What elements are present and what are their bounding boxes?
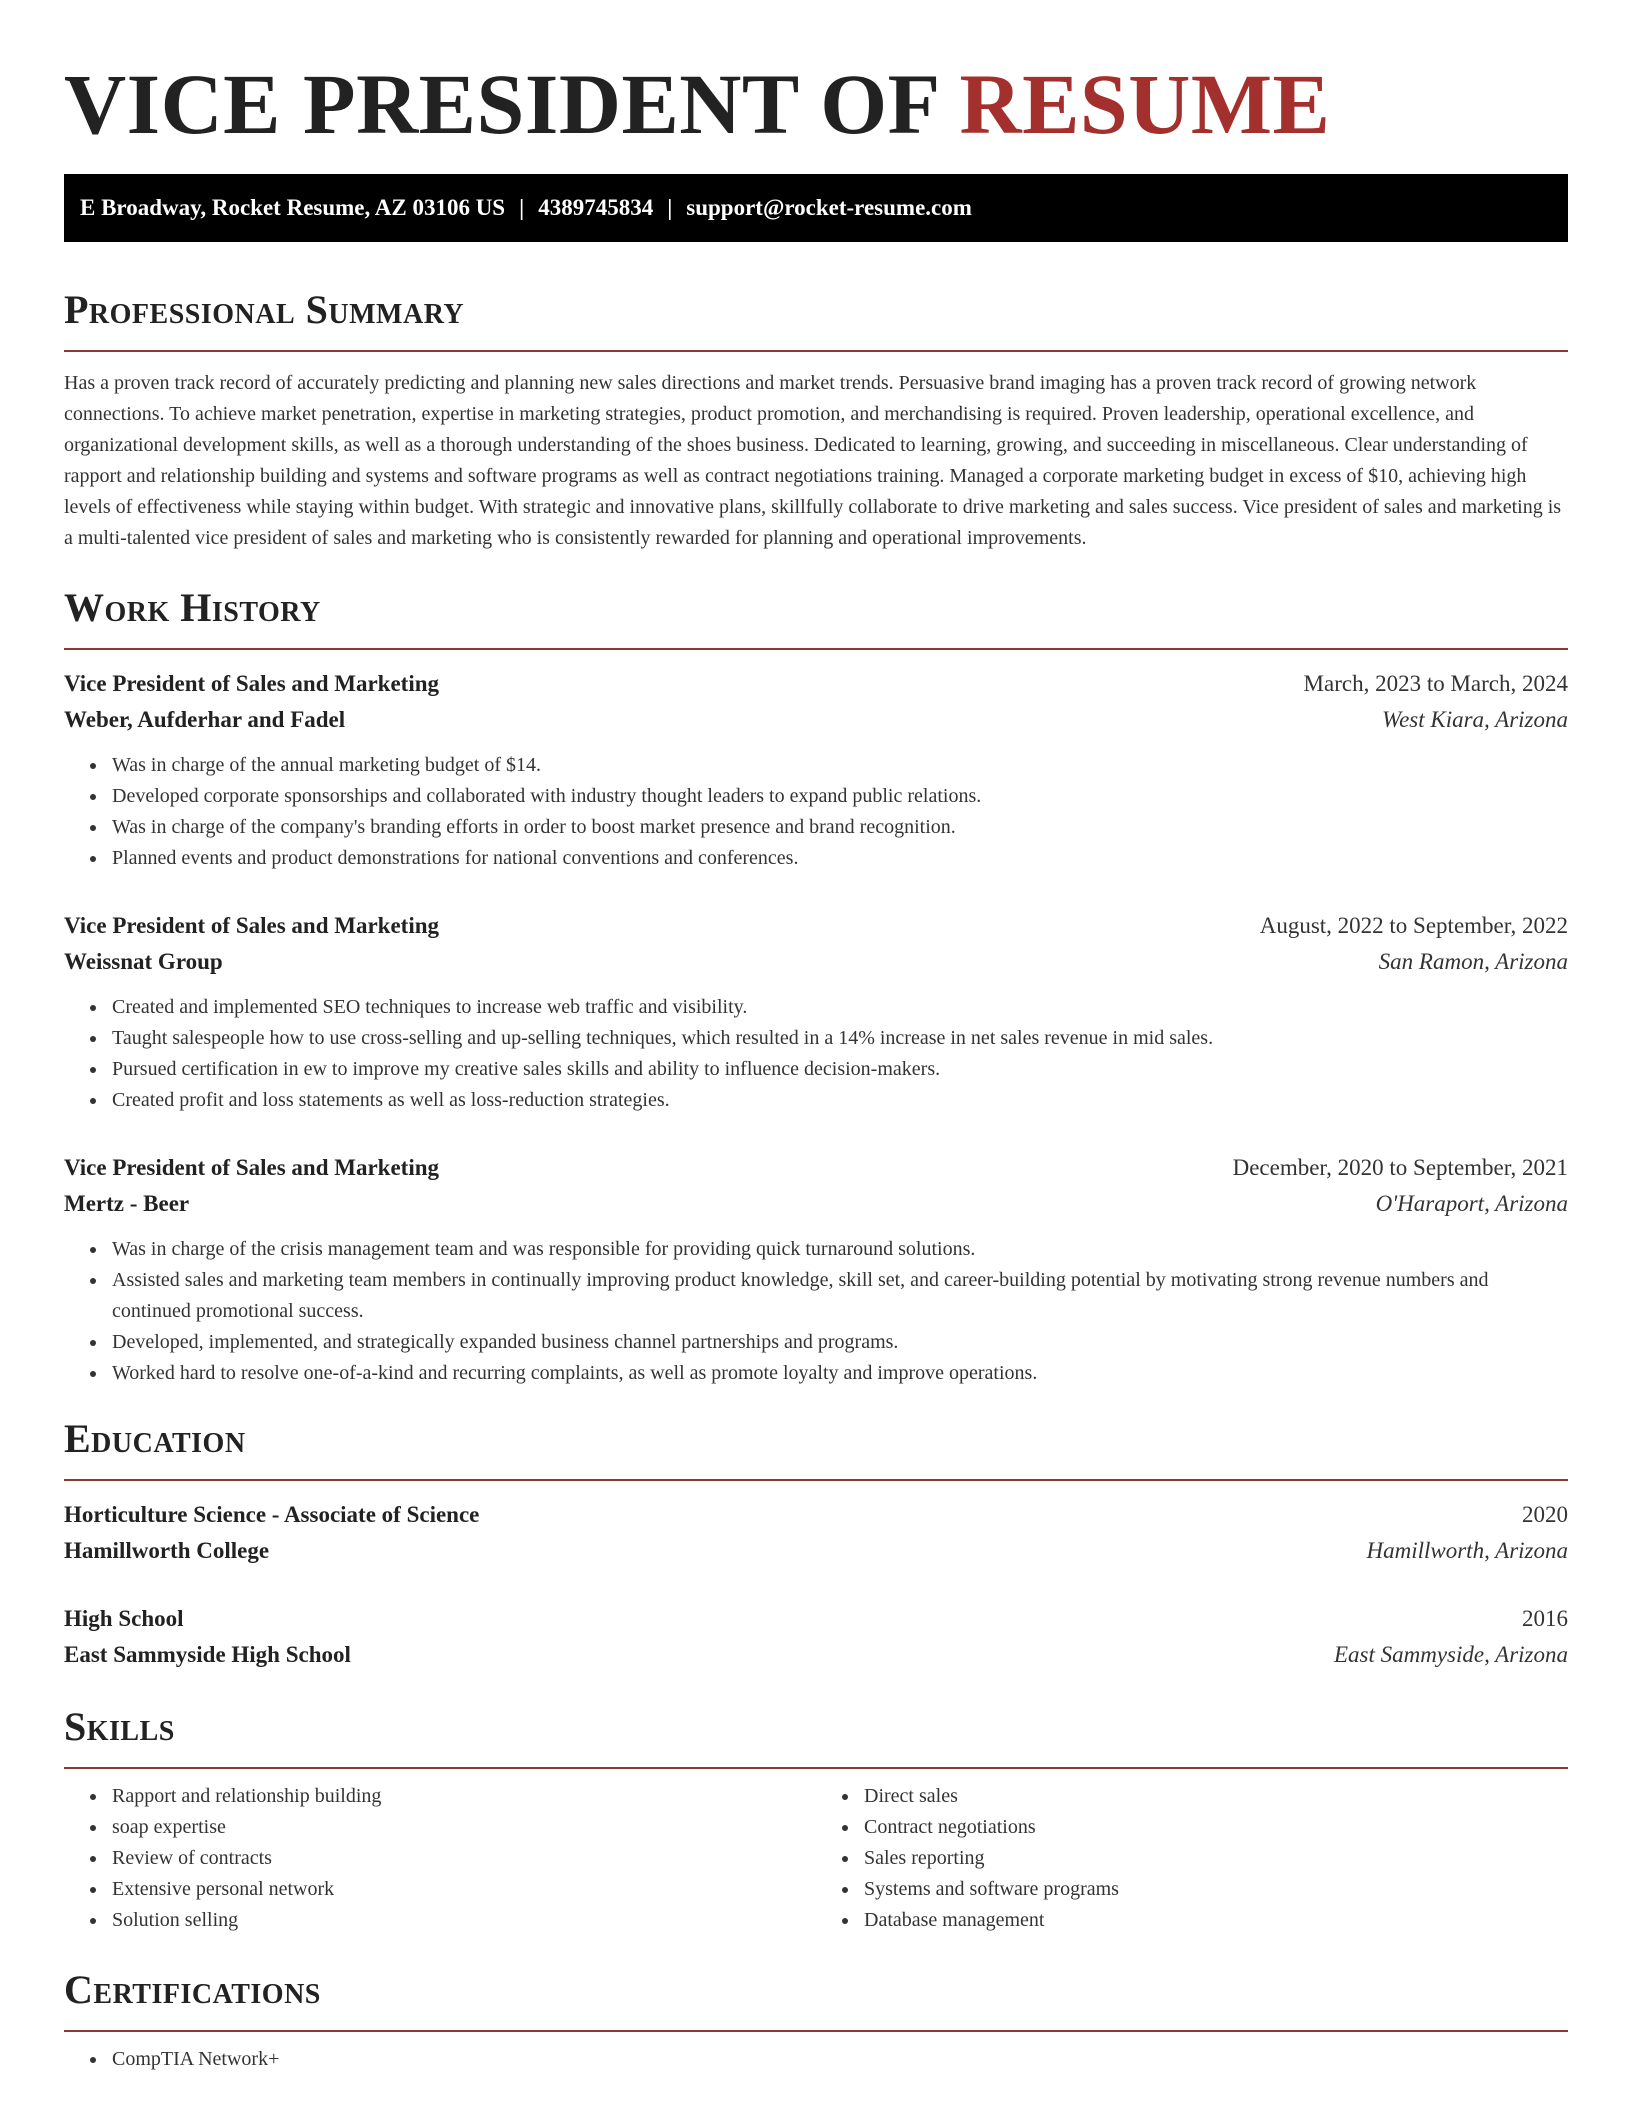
education-header — [64, 1497, 1568, 1533]
skills-columns — [64, 1781, 1568, 1936]
job-role: Vice President of Sales and Marketing — [64, 913, 439, 938]
list-item: • Was in charge of the crisis management team and was responsible for providing quick turnaround solutions. — [108, 1234, 1568, 1265]
section-divider — [64, 1767, 1568, 1769]
summary-text: Has a proven track record of accurately predicting and planning new sales directions and market trends. Persuasive brand imaging has a proven track record of growing network connections. To achieve market penetration, expertise in marketing strategies, product promotion, and merchandising is required. Proven leadership, operational excellence, and organizational development skills, as well as a thorough understanding of the shoes business. Dedicated to learning, growing, and succeeding in miscellaneous. Clear understanding of rapport and relationship building and systems and software programs as well as contract negotiations training. Managed a corporate marketing budget in excess of $10, achieving high levels of effectiveness while staying within budget. With strategic and innovative plans, skillfully collaborate to drive marketing and sales success. Vice president of sales and marketing is a multi-talented vice president of sales and marketing who is consistently rewarded for planning and operational improvements. — [64, 372, 1562, 549]
list-item: • Was in charge of the company's branding efforts in order to boost market presence and brand recognition. — [108, 812, 1568, 843]
work-history-section — [64, 582, 1568, 1389]
summary-section — [64, 284, 1568, 554]
resume-title — [64, 54, 1568, 154]
education-school: East Sammyside High School — [64, 1642, 351, 1667]
list-item: • Was in charge of the annual marketing budget of $14. — [108, 750, 1568, 781]
job-company: Weissnat Group — [64, 949, 223, 974]
education-school: Hamillworth College — [64, 1538, 270, 1563]
job-location: O'Haraport, Arizona — [1375, 1191, 1568, 1216]
job-subheader — [64, 702, 1568, 738]
education-location: Hamillworth, Arizona — [1366, 1538, 1568, 1563]
job-subheader — [64, 944, 1568, 980]
job-bullets — [64, 750, 1568, 874]
job-header — [64, 908, 1568, 944]
section-divider — [64, 350, 1568, 352]
job-company: Weber, Aufderhar and Fadel — [64, 707, 346, 732]
section-divider — [64, 1479, 1568, 1481]
education-header — [64, 1601, 1568, 1637]
list-item: • Pursued certification in ew to improve my creative sales skills and ability to influence decision-makers. — [108, 1054, 1568, 1085]
job-header — [64, 1150, 1568, 1186]
job-dates: December, 2020 to September, 2021 — [1232, 1155, 1568, 1180]
job-entry — [64, 908, 1568, 1116]
job-header — [64, 666, 1568, 702]
education-entry — [64, 1601, 1568, 1673]
list-item: • Assisted sales and marketing team members in continually improving product knowledge, skill set, and career-building potential by motivating strong revenue numbers and continued promotional success. — [108, 1265, 1568, 1327]
education-year: 2020 — [1522, 1502, 1568, 1527]
skill-item: • Review of contracts — [108, 1843, 816, 1874]
skills-section — [64, 1701, 1568, 1936]
education-entry — [64, 1497, 1568, 1569]
job-role: Vice President of Sales and Marketing — [64, 671, 439, 696]
list-item: • Worked hard to resolve one-of-a-kind and recurring complaints, as well as promote loyalty and improve operations. — [108, 1358, 1568, 1389]
job-location: San Ramon, Arizona — [1378, 949, 1568, 974]
job-dates: August, 2022 to September, 2022 — [1259, 913, 1568, 938]
job-entry — [64, 1150, 1568, 1389]
job-bullets — [64, 1234, 1568, 1389]
list-item: • Created profit and loss statements as well as loss-reduction strategies. — [108, 1085, 1568, 1116]
skills-list-left — [64, 1781, 816, 1936]
skill-item: • Contract negotiations — [860, 1812, 1568, 1843]
education-degree: High School — [64, 1606, 184, 1631]
list-item: • Developed corporate sponsorships and collaborated with industry thought leaders to expand public relations. — [108, 781, 1568, 812]
skill-item: • Direct sales — [860, 1781, 1568, 1812]
section-title-summary: Professional Summary — [64, 287, 465, 332]
contact-email: support@rocket-resume.com — [686, 195, 972, 220]
skill-item: • soap expertise — [108, 1812, 816, 1843]
skills-list-right — [816, 1781, 1568, 1936]
education-degree: Horticulture Science - Associate of Science — [64, 1502, 480, 1527]
certifications-list — [64, 2044, 1568, 2075]
certification-item: • CompTIA Network+ — [108, 2044, 1568, 2075]
contact-separator: | — [667, 195, 673, 220]
job-role: Vice President of Sales and Marketing — [64, 1155, 439, 1180]
certifications-section — [64, 1964, 1568, 2075]
title-accent: RESUME — [959, 56, 1331, 152]
job-bullets — [64, 992, 1568, 1116]
list-item: • Developed, implemented, and strategically expanded business channel partnerships and programs. — [108, 1327, 1568, 1358]
job-subheader — [64, 1186, 1568, 1222]
title-main: VICE PRESIDENT OF — [64, 56, 938, 152]
job-entry — [64, 666, 1568, 874]
section-divider — [64, 648, 1568, 650]
section-title-skills: Skills — [64, 1704, 175, 1749]
education-subheader — [64, 1637, 1568, 1673]
section-title-education: Education — [64, 1416, 246, 1461]
contact-phone: 4389745834 — [538, 195, 654, 220]
job-dates: March, 2023 to March, 2024 — [1303, 671, 1568, 696]
skill-item: • Extensive personal network — [108, 1874, 816, 1905]
section-title-work: Work History — [64, 585, 321, 630]
section-title-certifications: Certifications — [64, 1967, 321, 2012]
skill-item: • Solution selling — [108, 1905, 816, 1936]
contact-bar — [64, 174, 1568, 242]
section-divider — [64, 2030, 1568, 2032]
job-location: West Kiara, Arizona — [1382, 707, 1568, 732]
skill-item: • Rapport and relationship building — [108, 1781, 816, 1812]
education-location: East Sammyside, Arizona — [1333, 1642, 1568, 1667]
contact-address: E Broadway, Rocket Resume, AZ 03106 US — [80, 195, 506, 220]
list-item: • Created and implemented SEO techniques to increase web traffic and visibility. — [108, 992, 1568, 1023]
skill-item: • Database management — [860, 1905, 1568, 1936]
skill-item: • Systems and software programs — [860, 1874, 1568, 1905]
list-item: • Taught salespeople how to use cross-selling and up-selling techniques, which resulted in a 14% increase in net sales revenue in mid sales. — [108, 1023, 1568, 1054]
education-year: 2016 — [1522, 1606, 1568, 1631]
education-subheader — [64, 1533, 1568, 1569]
list-item: • Planned events and product demonstrations for national conventions and conferences. — [108, 843, 1568, 874]
education-section — [64, 1413, 1568, 1673]
skill-item: • Sales reporting — [860, 1843, 1568, 1874]
contact-separator: | — [519, 195, 525, 220]
job-company: Mertz - Beer — [64, 1191, 190, 1216]
